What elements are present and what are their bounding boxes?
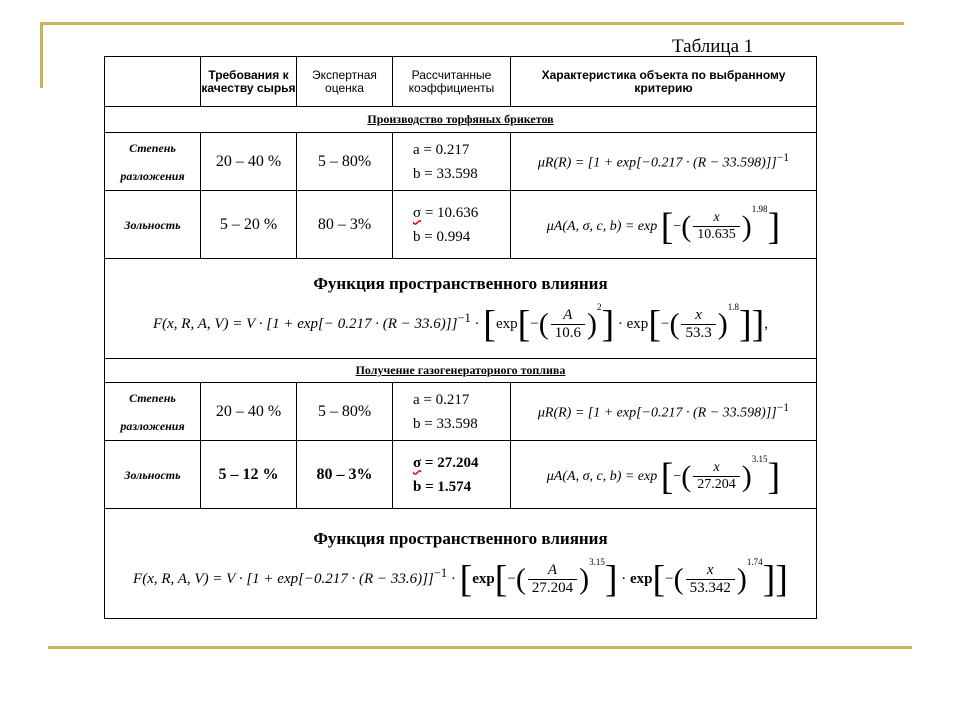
table-caption: Таблица 1 bbox=[672, 36, 754, 57]
header-requirements: Требования к качеству сырья bbox=[201, 57, 297, 107]
formula-text: F(x, R, A, V) = V · [1 + exp[− 0.217 · (R − 33.6)]] bbox=[152, 315, 458, 332]
fraction-denominator: 27.204 bbox=[528, 579, 577, 597]
header-characteristic: Характеристика объекта по выбранному критерию bbox=[511, 57, 817, 107]
formula-text: μR(R) = [1 + exp[−0.217 · (R − 33.598)]] bbox=[537, 155, 777, 171]
formula-bracket: ] bbox=[604, 558, 618, 601]
row-label-line: разложения bbox=[120, 168, 185, 183]
fraction-denominator: 27.204 bbox=[693, 476, 740, 493]
formula-fraction bbox=[693, 210, 740, 243]
formula-paren: ( bbox=[538, 307, 549, 341]
section-row bbox=[105, 359, 817, 383]
section-title: Получение газогенераторного топлива bbox=[105, 359, 817, 383]
formula-minus: − bbox=[660, 315, 670, 332]
coefficients-cell bbox=[393, 133, 511, 191]
spatial-function-formula bbox=[105, 557, 816, 599]
coefficient-b: b = 33.598 bbox=[413, 415, 478, 432]
membership-formula-a bbox=[511, 191, 817, 259]
spatial-function-row bbox=[105, 259, 817, 359]
formula-dot: · bbox=[617, 315, 623, 332]
fraction-numerator: x bbox=[695, 306, 702, 323]
header-empty-cell bbox=[105, 57, 201, 107]
formula-minus: − bbox=[665, 570, 674, 587]
formula-text: μR(R) = [1 + exp[−0.217 · (R − 33.598)]] bbox=[537, 405, 777, 421]
slide-frame-left-line bbox=[40, 22, 43, 88]
formula-exp: exp bbox=[630, 570, 653, 587]
formula-minus: − bbox=[530, 315, 539, 332]
formula-paren: ( bbox=[673, 562, 684, 596]
formula-fraction bbox=[681, 307, 715, 342]
formula-bracket: ] bbox=[767, 205, 781, 248]
formula-bracket: [ bbox=[660, 455, 674, 498]
expert-value: 80 – 3% bbox=[297, 191, 393, 259]
spatial-function-formula bbox=[105, 302, 816, 344]
formula-exponent: 1.98 bbox=[751, 203, 768, 214]
membership-formula-r bbox=[511, 383, 817, 441]
spatial-function-title: Функция пространственного влияния bbox=[313, 273, 608, 293]
formula-bracket: [ bbox=[494, 558, 508, 601]
formula-bracket: ] bbox=[601, 303, 615, 346]
formula-bracket: [ bbox=[483, 303, 496, 346]
fraction-denominator: 53.342 bbox=[686, 579, 735, 597]
row-label-line: разложения bbox=[120, 418, 185, 433]
formula-bracket: [ bbox=[660, 205, 674, 248]
formula-text: F(x, R, A, V) = V · [1 + exp[−0.217 · (R − 33.6)]] bbox=[133, 570, 434, 587]
header-coefficients: Рассчитанные коэффициенты bbox=[393, 57, 511, 107]
fraction-numerator: A bbox=[563, 306, 573, 323]
slide-frame-bottom-line bbox=[48, 646, 912, 649]
requirement-value: 5 – 20 % bbox=[201, 191, 297, 259]
membership-formula-r bbox=[511, 133, 817, 191]
formula-paren: ( bbox=[681, 209, 692, 243]
fraction-denominator: 10.6 bbox=[551, 324, 585, 342]
formula-bracket: [ bbox=[648, 303, 661, 346]
fraction-numerator: x bbox=[713, 459, 720, 475]
coefficient-sigma-symbol: σ bbox=[413, 204, 422, 221]
formula-dot: · bbox=[621, 570, 627, 587]
formula-paren: ) bbox=[736, 562, 747, 596]
formula-bracket: [ bbox=[652, 558, 666, 601]
formula-bracket: ] bbox=[775, 558, 788, 601]
section-row bbox=[105, 107, 817, 133]
formula-fraction bbox=[693, 460, 740, 493]
fraction-denominator: 53.3 bbox=[681, 324, 715, 342]
formula-minus: − bbox=[673, 468, 682, 484]
formula-exponent: −1 bbox=[776, 401, 790, 415]
coefficient-a: a = 0.217 bbox=[413, 391, 470, 408]
formula-fraction bbox=[528, 562, 577, 597]
membership-formula-a bbox=[511, 441, 817, 509]
formula-minus: − bbox=[507, 570, 516, 587]
coefficients-cell bbox=[393, 441, 511, 509]
table-row bbox=[105, 383, 817, 441]
fraction-denominator: 10.635 bbox=[693, 226, 740, 243]
coefficients-cell bbox=[393, 191, 511, 259]
requirement-value: 20 – 40 % bbox=[201, 383, 297, 441]
header-expert: Экспертная оценка bbox=[297, 57, 393, 107]
fraction-numerator: A bbox=[547, 561, 558, 578]
formula-exponent: −1 bbox=[776, 151, 790, 165]
formula-fraction bbox=[686, 562, 735, 597]
expert-value: 5 – 80% bbox=[297, 133, 393, 191]
spatial-function-title: Функция пространственного влияния bbox=[313, 528, 608, 548]
formula-paren: ) bbox=[586, 307, 597, 341]
formula-paren: ) bbox=[741, 209, 752, 243]
row-label-line: Степень bbox=[129, 390, 176, 405]
formula-paren: ( bbox=[681, 459, 692, 493]
formula-bracket: ] bbox=[767, 455, 781, 498]
formula-exponent: −1 bbox=[433, 565, 448, 580]
formula-exp: exp bbox=[495, 315, 518, 332]
formula-tail: , bbox=[764, 315, 768, 332]
formula-bracket: [ bbox=[459, 558, 473, 601]
formula-exp: exp bbox=[472, 570, 495, 587]
coefficient-a: a = 0.217 bbox=[413, 141, 470, 158]
formula-exponent: 3.15 bbox=[751, 453, 768, 464]
formula-bracket: ] bbox=[738, 303, 752, 346]
formula-exponent: 1.74 bbox=[746, 556, 763, 567]
criteria-table bbox=[104, 56, 817, 619]
formula-exponent: 1.8 bbox=[727, 301, 739, 312]
formula-bracket: [ bbox=[517, 303, 531, 346]
formula-paren: ) bbox=[717, 307, 728, 341]
coefficient-sigma-value: = 27.204 bbox=[421, 454, 479, 471]
row-label: Зольность bbox=[105, 441, 201, 509]
row-label bbox=[105, 383, 201, 441]
requirement-value: 5 – 12 % bbox=[201, 441, 297, 509]
formula-bracket: ] bbox=[751, 303, 765, 346]
table-row bbox=[105, 191, 817, 259]
expert-value: 5 – 80% bbox=[297, 383, 393, 441]
table-row bbox=[105, 133, 817, 191]
formula-exponent: 3.15 bbox=[589, 556, 605, 567]
formula-bracket: ] bbox=[762, 558, 776, 601]
slide-frame-top-line bbox=[40, 22, 904, 25]
fraction-numerator: x bbox=[706, 561, 714, 578]
coefficient-sigma-symbol: σ bbox=[413, 454, 422, 471]
coefficient-b: b = 33.598 bbox=[413, 165, 478, 182]
coefficient-b: b = 0.994 bbox=[413, 228, 471, 245]
section-title: Производство торфяных брикетов bbox=[105, 107, 817, 133]
header-row bbox=[105, 57, 817, 107]
spatial-function-row bbox=[105, 509, 817, 619]
formula-dot: · bbox=[447, 570, 460, 587]
coefficient-sigma-value: = 10.636 bbox=[421, 204, 479, 221]
spatial-function-cell bbox=[105, 259, 817, 359]
formula-exponent: 2 bbox=[596, 301, 602, 312]
coefficient-b: b = 1.574 bbox=[413, 478, 472, 495]
formula-exp: exp bbox=[626, 315, 649, 332]
table-row bbox=[105, 441, 817, 509]
row-label: Зольность bbox=[105, 191, 201, 259]
row-label-line: Степень bbox=[129, 140, 176, 155]
requirement-value: 20 – 40 % bbox=[201, 133, 297, 191]
formula-text: μA(A, σ, c, b) = exp bbox=[546, 468, 658, 484]
formula-paren: ( bbox=[669, 307, 680, 341]
formula-paren: ) bbox=[741, 459, 752, 493]
row-label bbox=[105, 133, 201, 191]
formula-paren: ) bbox=[579, 562, 590, 596]
formula-exponent: −1 bbox=[457, 310, 471, 325]
formula-fraction bbox=[551, 307, 585, 342]
formula-minus: − bbox=[673, 218, 682, 234]
formula-dot: · bbox=[470, 315, 484, 332]
formula-paren: ( bbox=[515, 562, 526, 596]
spatial-function-cell bbox=[105, 509, 817, 619]
coefficients-cell bbox=[393, 383, 511, 441]
fraction-numerator: x bbox=[713, 209, 720, 225]
formula-text: μA(A, σ, c, b) = exp bbox=[546, 218, 658, 234]
expert-value: 80 – 3% bbox=[297, 441, 393, 509]
